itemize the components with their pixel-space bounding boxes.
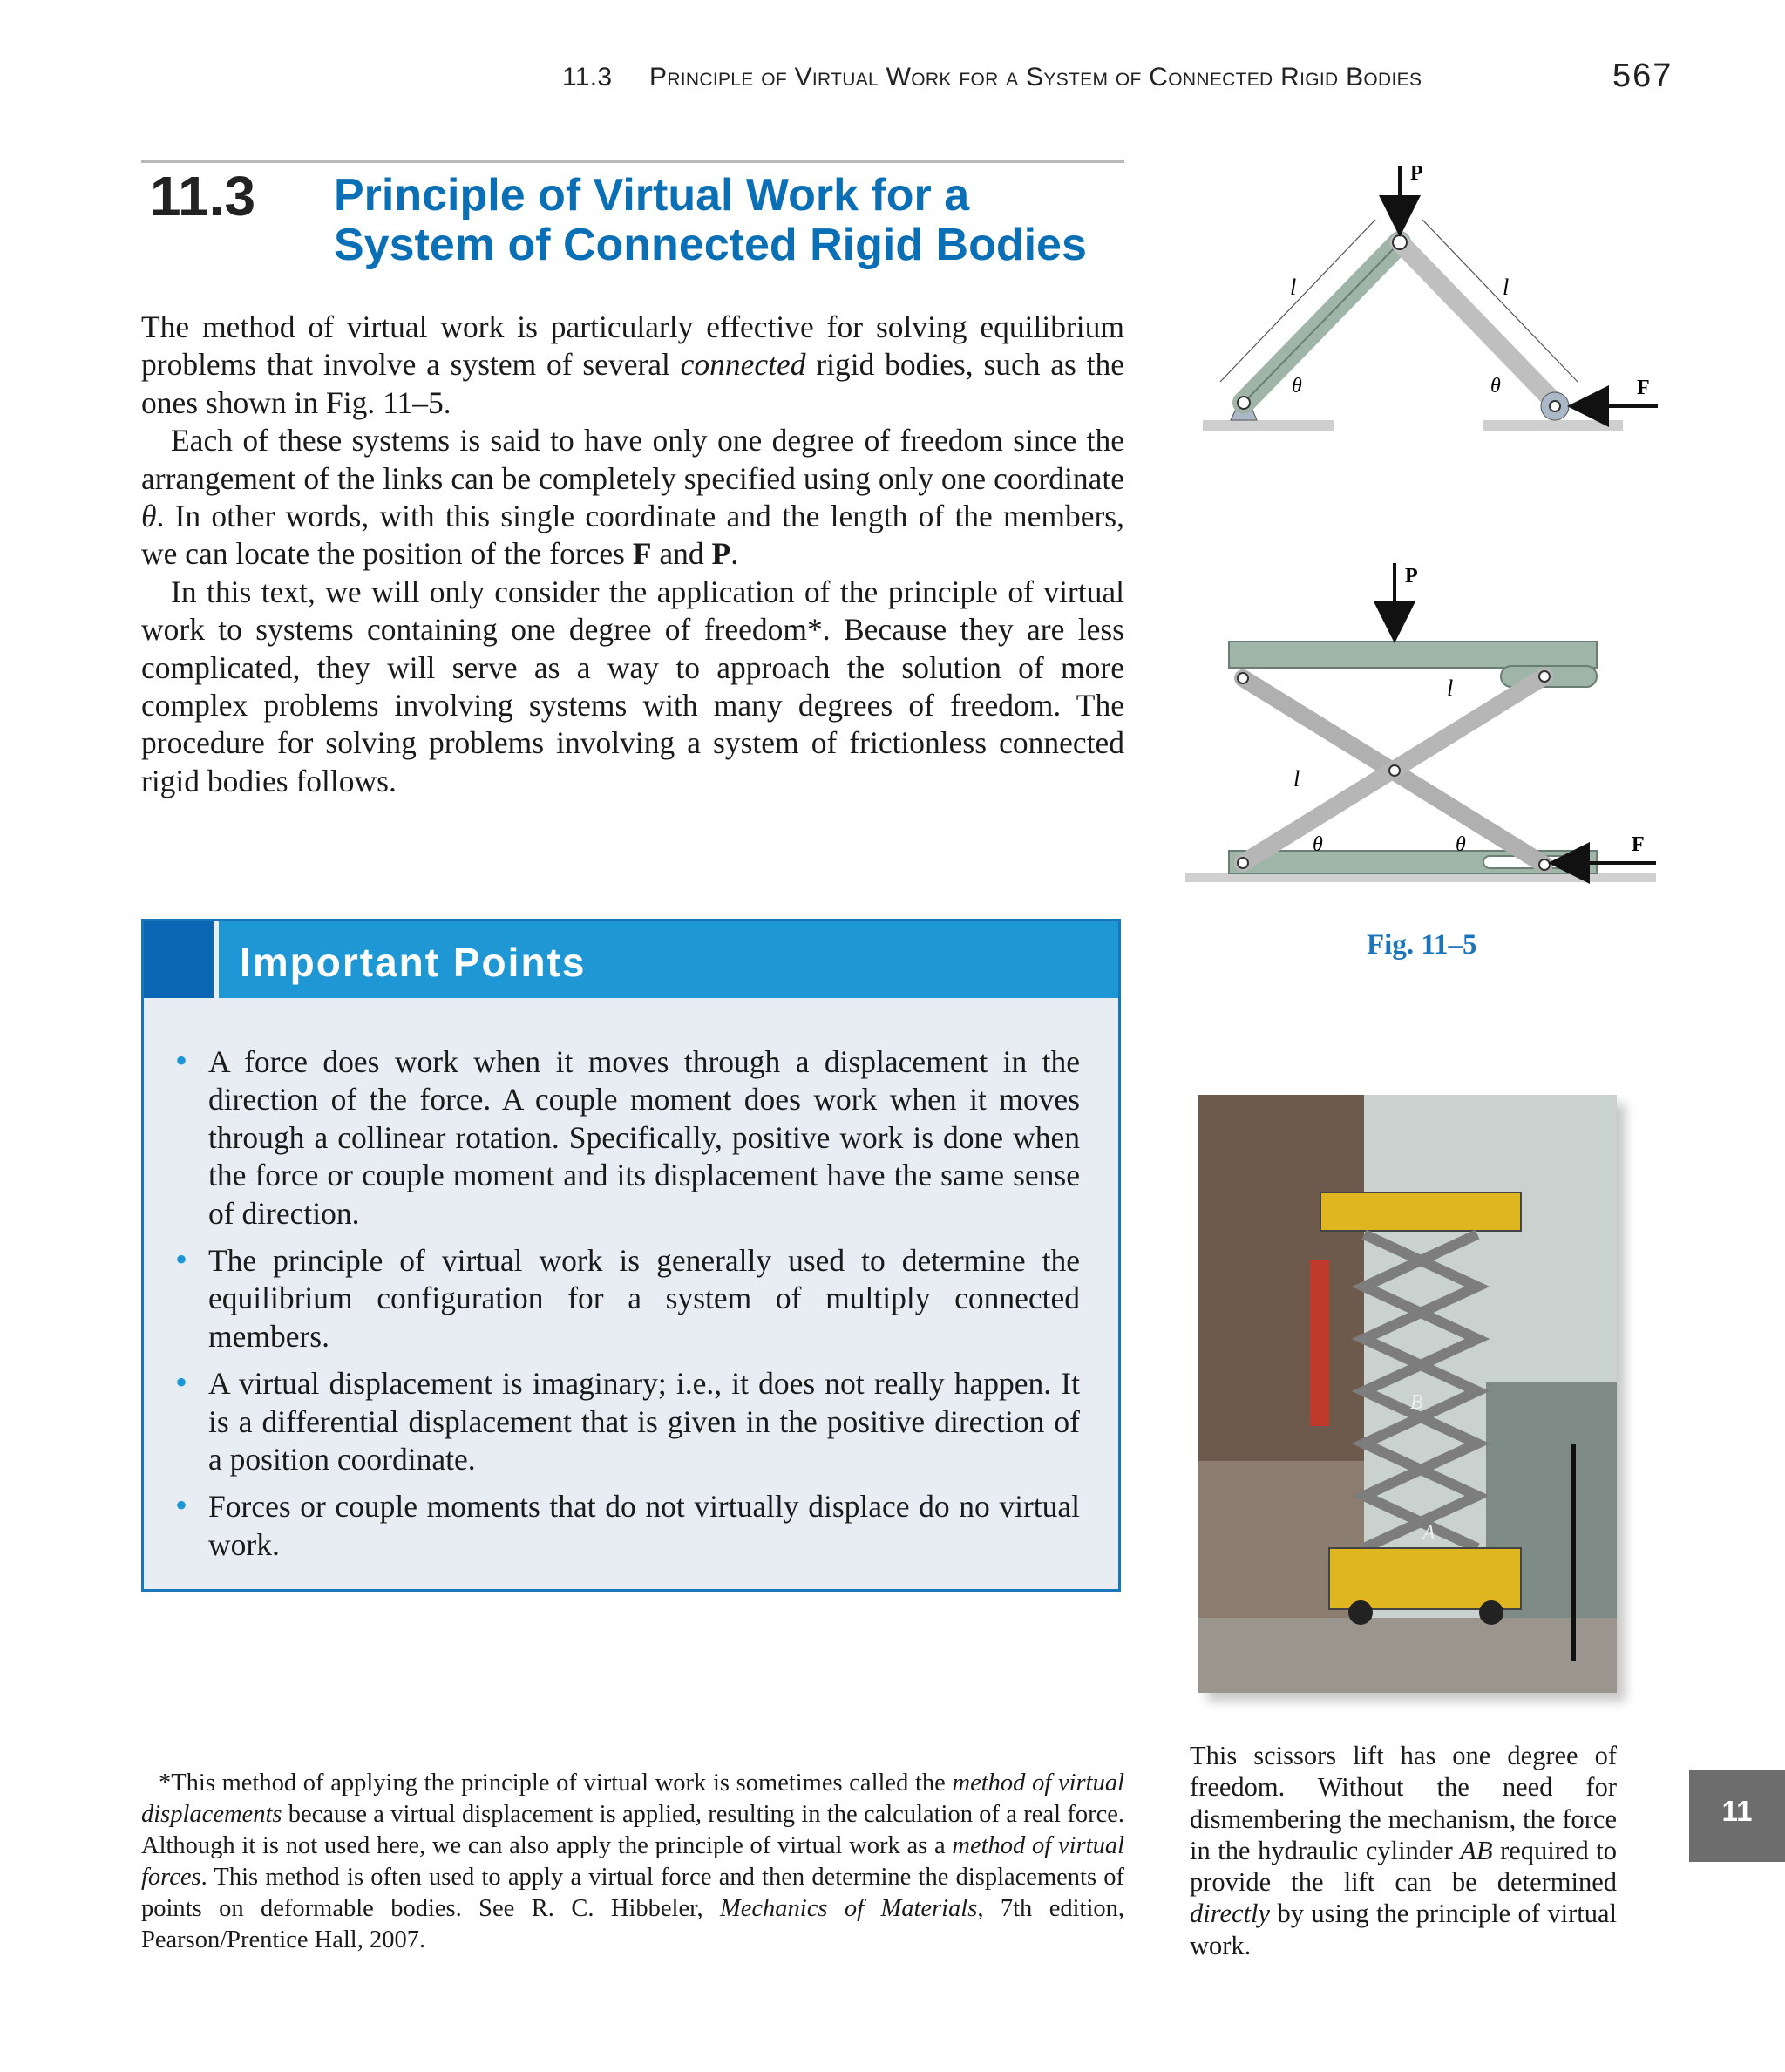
- paragraph-2-force-P: P: [711, 536, 731, 572]
- pin-bottom-left: [1238, 858, 1248, 868]
- label-P: P: [1410, 162, 1423, 185]
- paragraph-2-end: .: [730, 536, 739, 572]
- important-points-list: [175, 1041, 1080, 1573]
- pin-top-left: [1238, 673, 1248, 683]
- scissor-lift-photo: [1198, 1095, 1617, 1693]
- list-item-text: Forces or couple moments that do not virtually displace do no virtual work.: [208, 1489, 1080, 1562]
- list-item: [175, 1485, 1080, 1564]
- bullet-icon: •: [175, 1041, 188, 1080]
- list-item: [175, 1041, 1080, 1233]
- label-F: F: [1632, 833, 1645, 856]
- label-theta-right: θ: [1490, 375, 1501, 397]
- photo-caption-AB: AB: [1460, 1835, 1493, 1865]
- photo-caption: [1190, 1740, 1617, 1961]
- lift-platform-top: [1320, 1192, 1521, 1231]
- footnote-text-d: , 7th edition, Pearson/Prentice Hall, 2007.: [141, 1895, 1125, 1953]
- photo-caption-emphasis: directly: [1190, 1899, 1271, 1929]
- paragraph-2-theta: θ: [141, 499, 157, 534]
- pin-A: [1238, 397, 1250, 409]
- photo-caption-text-c: by using the principle of virtual work.: [1190, 1899, 1617, 1960]
- page-number: 567: [1612, 58, 1673, 94]
- footnote-emphasis-1: method of virtual displacements: [141, 1770, 1124, 1828]
- label-P: P: [1405, 565, 1418, 588]
- wheel-right: [1479, 1600, 1503, 1625]
- paragraph-3: In this text, we will only consider the application of the principle of virtual work to systems containing one degree of freedom*. Because they are less complicated, they will serve as a way to approach the solution of more complex problems involving systems with many degrees of freedom. The procedure for solving problems involving a system of frictionless connected rigid bodies follows.: [141, 574, 1124, 798]
- label-B: B: [1410, 1391, 1423, 1414]
- list-item-text: The principle of virtual work is generally used to determine the equilibrium configuration for a system of multiply connected members.: [208, 1243, 1080, 1354]
- section-title: Principle of Virtual Work for a System of Connected Rigid Bodies: [334, 170, 1087, 270]
- two-link-mechanism-figure: [1194, 157, 1665, 453]
- ground-right: [1483, 420, 1623, 431]
- bullet-icon: •: [175, 1362, 188, 1403]
- label-l-right: l: [1503, 275, 1510, 300]
- photo-caption-text-a: This scissors lift has one degree of freedom. Without the need for dismembering the mechanism, the force in the hydraulic cylinder: [1190, 1741, 1617, 1865]
- paragraph-2: [141, 422, 1124, 574]
- list-item: [175, 1362, 1080, 1478]
- label-l-lower: l: [1293, 766, 1300, 791]
- footnote-emphasis-3: Mechanics of Materials: [720, 1895, 978, 1922]
- header-tab: [144, 921, 214, 998]
- footnote-text-b: because a virtual displacement is applied, resulting in the calculation of a real force. Although it is not used here, we can also apply the principle of virtual work as a: [141, 1801, 1124, 1859]
- paragraph-2-force-F: F: [632, 536, 652, 572]
- figure-caption: Fig. 11–5: [1367, 929, 1477, 961]
- ground-left: [1203, 420, 1334, 431]
- ground-line: [1185, 873, 1656, 882]
- red-banner: [1310, 1260, 1329, 1426]
- label-l-left: l: [1290, 275, 1297, 300]
- top-platform: [1229, 642, 1597, 668]
- bullet-icon: •: [175, 1240, 188, 1280]
- label-l-upper: l: [1447, 676, 1454, 701]
- lift-base: [1329, 1548, 1521, 1609]
- section-number: 11.3: [150, 165, 256, 228]
- footnote: [141, 1768, 1124, 1956]
- paragraph-1-text-a: The method of virtual work is particularly effective for solving equilibrium problems that involve a system of several: [141, 309, 1124, 383]
- footnote-text-c: . This method is often used to apply a virtual force and then determine the displacements of points on deformable bodies. See R. C. Hibbeler,: [141, 1864, 1124, 1922]
- list-item-text: A force does work when it moves through a displacement in the direction of the force. A couple moment does work when it moves through a collinear rotation. Specifically, positive work is done when the force or couple moment and its displacement have the same sense of direction.: [208, 1044, 1080, 1231]
- pin-center: [1389, 765, 1400, 776]
- pin-bottom-right: [1539, 859, 1550, 870]
- scissor-lift-illustration: [1198, 1095, 1617, 1693]
- paragraph-1-text-b: rigid bodies, such as the ones shown in Fig. 11–5.: [141, 347, 1124, 420]
- bullet-icon: •: [175, 1485, 188, 1525]
- important-points-header: [144, 921, 1118, 998]
- link-left-edge: [1244, 242, 1400, 403]
- running-head: [562, 63, 1486, 92]
- street: [1198, 1618, 1617, 1693]
- paragraph-2-and: and: [651, 536, 712, 572]
- pin-top-right: [1539, 671, 1550, 682]
- wheel-left: [1348, 1600, 1373, 1625]
- label-theta-left: θ: [1313, 833, 1323, 856]
- running-head-title: Principle of Virtual Work for a System of Connected Rigid Bodies: [649, 63, 1422, 92]
- label-A: A: [1422, 1522, 1435, 1545]
- pin-roller: [1550, 401, 1560, 411]
- body-text: [141, 309, 1124, 800]
- scissor-mechanism-figure: [1185, 558, 1673, 898]
- link-right: [1400, 242, 1555, 403]
- header-separator: [214, 921, 219, 998]
- list-item: [175, 1240, 1080, 1355]
- label-F: F: [1637, 377, 1650, 399]
- footnote-text-a: *This method of applying the principle of virtual work is sometimes called the: [159, 1770, 953, 1797]
- label-theta-left: θ: [1292, 375, 1302, 397]
- important-points-box: [141, 919, 1121, 1592]
- paragraph-2-text-a: Each of these systems is said to have only one degree of freedom since the arrangement of the links can be completely specified using only one coordinate: [141, 423, 1124, 496]
- chapter-tab[interactable]: 11: [1689, 1770, 1785, 1862]
- footnote-emphasis-2: method of virtual forces: [141, 1832, 1124, 1891]
- paragraph-2-text-b: . In other words, with this single coordinate and the length of the members, we can locate the position of the forces: [141, 499, 1124, 572]
- running-head-section-number: 11.3: [562, 63, 613, 92]
- label-theta-right: θ: [1456, 833, 1466, 856]
- important-points-title: Important Points: [240, 940, 587, 985]
- pin-top: [1393, 235, 1407, 249]
- photo-caption-text-b: required to provide the lift can be determined: [1190, 1835, 1617, 1898]
- list-item-text: A virtual displacement is imaginary; i.e., it does not really happen. It is a differential displacement that is given in the positive direction of a position coordinate.: [208, 1366, 1080, 1478]
- paragraph-1-emphasis: connected: [680, 347, 806, 383]
- paragraph-1: [141, 309, 1124, 422]
- section-rule: [141, 160, 1124, 163]
